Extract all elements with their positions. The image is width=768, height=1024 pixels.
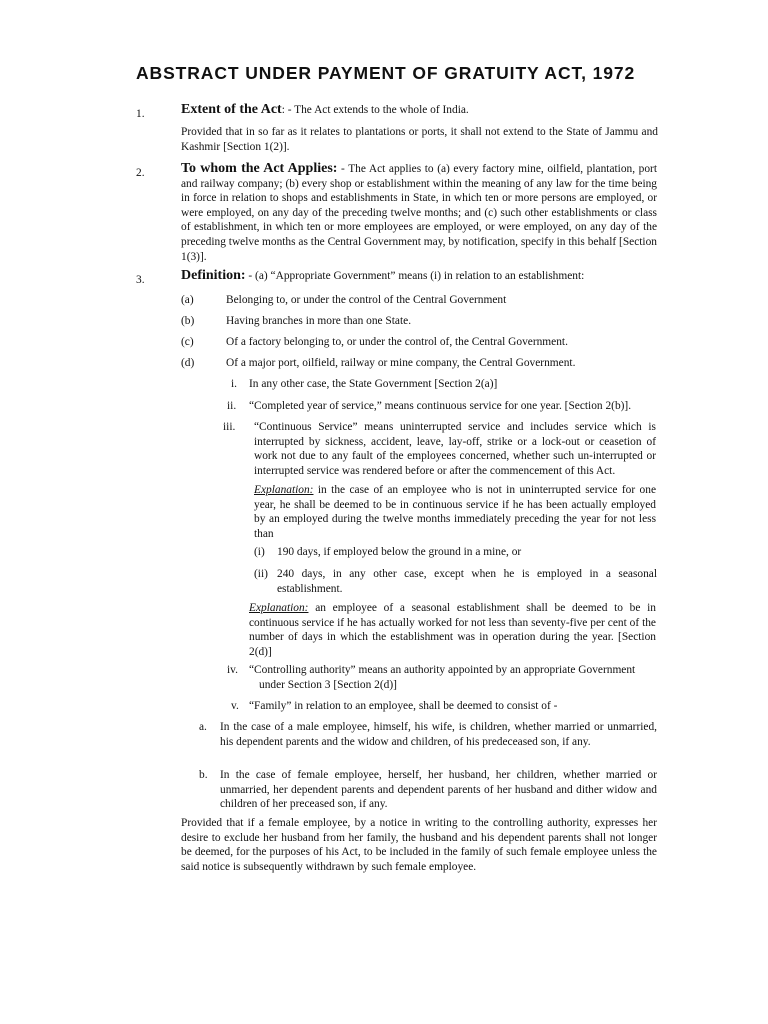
section-extent [181, 103, 661, 118]
section-number: 2. [136, 167, 145, 179]
list-item: Belonging to, or under the control of the Central Government [226, 294, 507, 306]
item-label: i. [231, 378, 238, 390]
explanation [249, 601, 656, 659]
list-item: In any other case, the State Government [Section 2(a)] [249, 378, 498, 390]
item-label: iv. [227, 664, 238, 676]
item-label: (b) [181, 315, 195, 327]
page-title: ABSTRACT UNDER PAYMENT OF GRATUITY ACT, 1972 [136, 63, 636, 83]
item-label: b. [199, 769, 208, 781]
section-proviso: Provided that in so far as it relates to plantations or ports, it shall not extend to the State of Jammu and Kashmir [Section 1(2)]. [181, 126, 658, 153]
section-applies [181, 162, 657, 264]
explanation-text: an employee of a seasonal establishment shall be deemed to be in continuous service if he has actually worked for not less than seventy-five per cent of the number of days in which the establishment was in operation during the year. [Section 2(d)] [249, 602, 656, 658]
explanation-label: Explanation: [249, 602, 309, 614]
section-text: - The Act applies to (a) every factory mine, oilfield, plantation, port and railway company; (b) every shop or establishment within the meaning of any law for the time being in force in relation to shops and establishments in State, in which ten or more persons are employed, or were employed, on any day of the preceding twelve months; and (c) such other establishments or class of establishment, in which ten or more employees are employed, or were employed, on any day of the preceding twelve months as the Central Government may, by notification, specify in this behalf [Section 1(3)]. [181, 163, 657, 263]
section-heading: Extent of the Act [181, 102, 282, 117]
item-label: (ii) [254, 568, 268, 580]
list-item: In the case of a male employee, himself, his wife, is children, whether married or unmarried, his dependent parents and the widow and children, of his predeceased son, if any. [220, 721, 657, 748]
item-label: (c) [181, 336, 194, 348]
final-proviso: Provided that if a female employee, by a notice in writing to the controlling authority, expresses her desire to exclude her husband from her family, the husband and his dependent parents shall not longer be deemed, for the purposes of his Act, to be included in the family of such female employee unless the said notice is subsequently withdrawn by such female employee. [181, 817, 657, 873]
item-label: (d) [181, 357, 195, 369]
section-number: 1. [136, 108, 145, 120]
explanation-text: in the case of an employee who is not in uninterrupted service for one year, he shall be deemed to be in continuous service if he has been actually employed by an employed during the twelve months immediately preceding the year for not less than [254, 484, 656, 540]
list-item: “Controlling authority” means an authority appointed by an appropriate Government under Section 3 [Section 2(d)] [249, 664, 636, 691]
item-label: (i) [254, 546, 265, 558]
list-item: “Continuous Service” means uninterrupted service and includes service which is interrupted by sickness, accident, leave, lay-off, strike or a lock-out or ceasetion of work not due to any fault of the employees concerned, whether such un-interrupted or interrupted service was rendered before or after the commencement of this Act. [254, 421, 656, 477]
item-label: iii. [223, 421, 236, 433]
explanation-label: Explanation: [254, 484, 314, 496]
section-text: : - The Act extends to the whole of India. [281, 104, 469, 116]
section-heading: Definition: [181, 268, 246, 283]
list-item: “Family” in relation to an employee, shall be deemed to consist of - [249, 700, 558, 712]
list-item: Having branches in more than one State. [226, 315, 412, 327]
list-item: Of a factory belonging to, or under the control of, the Central Government. [226, 336, 568, 348]
item-label: ii. [227, 400, 237, 412]
item-label: (a) [181, 294, 194, 306]
list-item: In the case of female employee, herself, her husband, her children, whether married or unmarried, her dependent parents and dependent parents of her husband and dither widow and children of her preceased son, if any. [220, 769, 657, 811]
section-definition [181, 269, 661, 284]
list-item: 190 days, if employed below the ground in a mine, or [277, 546, 522, 558]
list-item: Of a major port, oilfield, railway or mine company, the Central Government. [226, 357, 576, 369]
section-text: - (a) “Appropriate Government” means (i) in relation to an establishment: [245, 270, 585, 282]
section-number: 3. [136, 274, 145, 286]
item-label: v. [231, 700, 239, 712]
explanation [254, 483, 656, 541]
list-item: 240 days, in any other case, except when he is employed in a seasonal establishment. [277, 568, 657, 595]
item-label: a. [199, 721, 207, 733]
section-heading: To whom the Act Applies: [181, 161, 338, 176]
list-item: “Completed year of service,” means continuous service for one year. [Section 2(b)]. [249, 400, 632, 412]
